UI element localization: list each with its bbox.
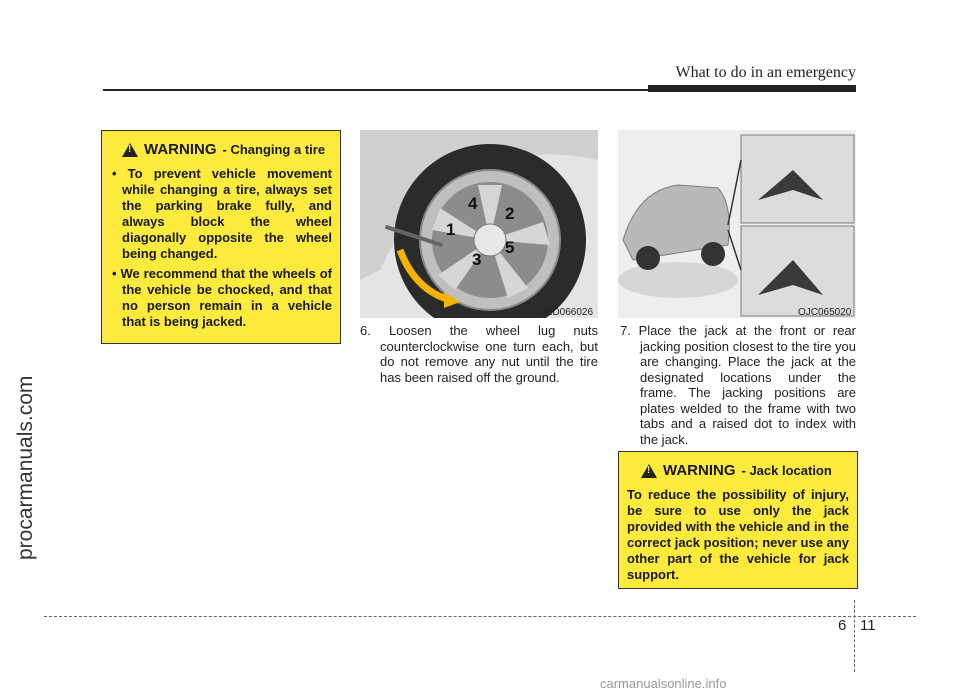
nut-number-3: 3 <box>472 250 482 269</box>
warning-icon <box>122 143 138 157</box>
step-6-text: 6. Loosen the wheel lug nuts counterclockwise one turn each, but do not remove any nut until the tire has been raised off the ground. <box>360 323 598 385</box>
warning-subtitle: - Changing a tire <box>222 142 326 157</box>
warning-bullet-2: • We recommend that the wheels of the vehicle be chocked, and that no person remain in a vehicle that is being jacked. <box>112 266 333 329</box>
wheel-illustration <box>360 130 598 318</box>
bottom-watermark: carmanualsonline.info <box>600 676 727 691</box>
warning-changing-tire <box>101 130 341 344</box>
section-number: 6 <box>838 617 847 634</box>
wheel-lug-nut-figure <box>360 130 598 318</box>
warning-icon <box>641 464 657 478</box>
warning-label: WARNING <box>144 141 217 158</box>
warning-jack-text: To reduce the possibility of injury, be sure to use only the jack provided with the vehicle and in the correct jack position; never use any other part of the vehicle for jack support. <box>627 487 849 582</box>
footer-divider <box>854 600 855 672</box>
nut-number-2: 2 <box>505 204 515 223</box>
nut-number-4: 4 <box>468 194 478 213</box>
warning-label: WARNING <box>663 462 736 479</box>
jack-figure-code: OJC065020 <box>798 307 852 318</box>
section-header-title: What to do in an emergency <box>675 64 856 81</box>
warning-subtitle: - Jack location <box>741 463 832 478</box>
step-7-text: 7. Place the jack at the front or rear jacking position closest to the tire you are changing. Place the jack at the designated locations under the frame. The jacking positions are plates welded to the frame with two tabs and a raised dot to index with the jack. <box>620 323 856 447</box>
page-number: 11 <box>860 617 876 634</box>
footer-rule <box>44 616 916 617</box>
warning-bullet-1: • To prevent vehicle movement while changing a tire, always set the parking brake fully, and always block the wheel diagonally opposite the wheel being changed. <box>112 166 332 261</box>
jack-position-figure <box>618 130 856 318</box>
warning-jack-location <box>618 451 858 589</box>
jack-illustration <box>618 130 856 318</box>
nut-number-5: 5 <box>505 238 515 257</box>
wheel-figure-code: OED066026 <box>538 307 594 318</box>
header-bar <box>648 85 856 92</box>
nut-number-1: 1 <box>446 220 456 239</box>
side-watermark: procarmanuals.com <box>14 375 37 560</box>
